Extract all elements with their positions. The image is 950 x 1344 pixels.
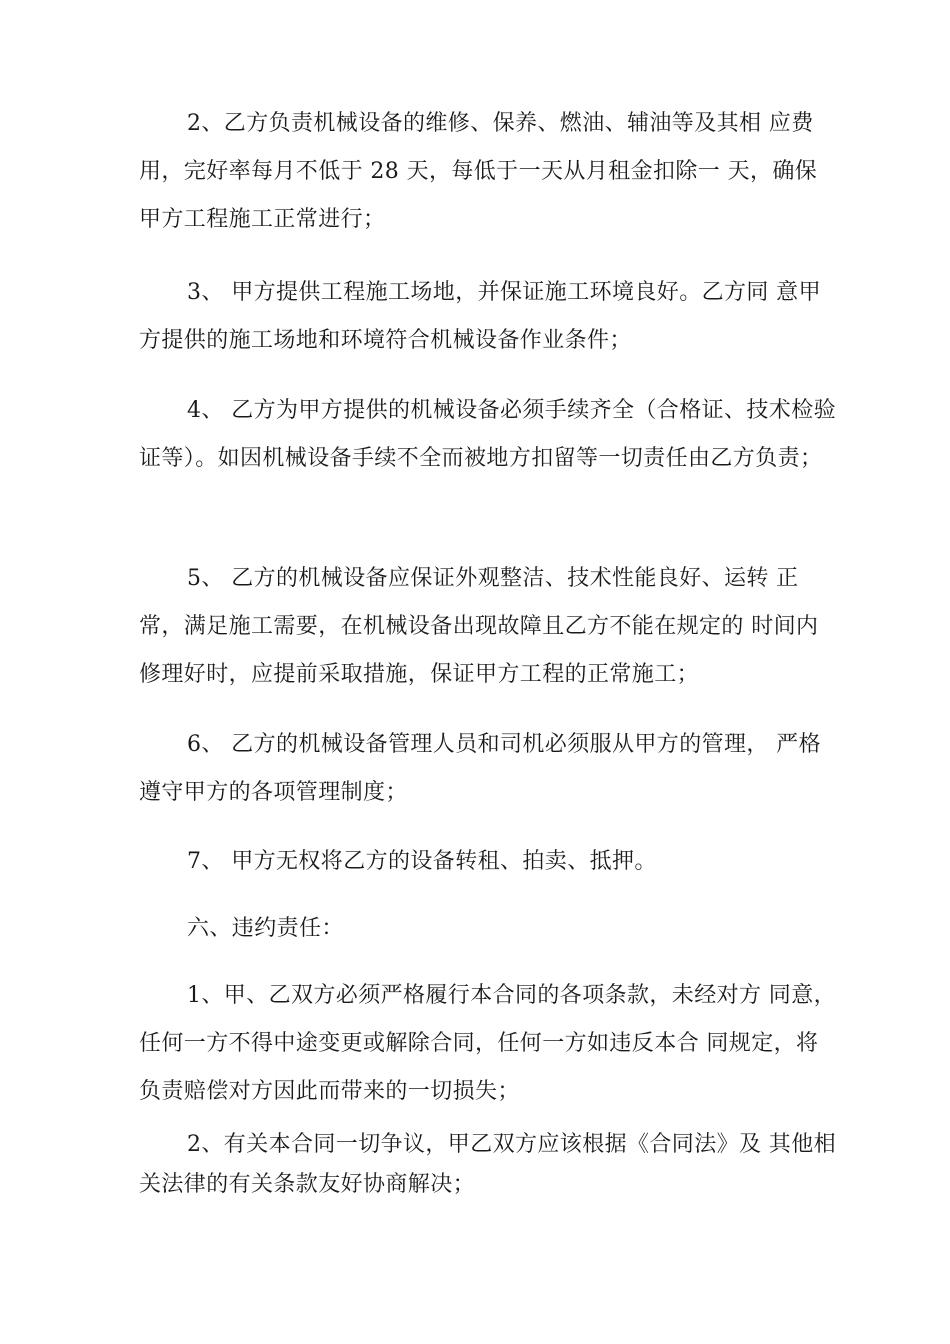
clause-5-condition: 5、 乙方的机械设备应保证外观整洁、技术性能良好、运转 正常，满足施工需要，在机械设备出现故障且乙方不能在规定的 时间内修理好时，应提前采取措施，保证甲方工程的正常施工； (139, 566, 819, 687)
clause-2-maintenance: 2、乙方负责机械设备的维修、保养、燃油、辅油等及其相 应费用，完好率每月不低于 28 天，每低于一天从月租金扣除一 天，确保甲方工程施工正常进行； (139, 111, 818, 232)
clause-3-site: 3、 甲方提供工程施工场地，并保证施工环境良好。乙方同 意甲方提供的施工场地和环境符合机械设备作业条件； (139, 280, 821, 353)
clause-7-sublease: 7、 甲方无权将乙方的设备转租、拍卖、抵押。 (187, 849, 657, 874)
clause-6-management: 6、 乙方的机械设备管理人员和司机必须服从甲方的管理， 严格遵守甲方的各项管理制度； (139, 732, 821, 805)
clause-4-documents: 4、 乙方为甲方提供的机械设备必须手续齐全（合格证、技术检验证等）。如因机械设备手续不全而被地方扣留等一切责任由乙方负责； (139, 398, 836, 471)
section-heading-liability: 六、违约责任： (187, 916, 344, 941)
liability-clause-2: 2、有关本合同一切争议，甲乙双方应该根据《合同法》及 其他相关法律的有关条款友好协商解决； (139, 1132, 836, 1197)
liability-clause-1: 1、甲、乙双方必须严格履行本合同的各项条款，未经对方 同意，任何一方不得中途变更或解除合同，任何一方如违反本合 同规定，将负责赔偿对方因此而带来的一切损失； (139, 983, 836, 1104)
